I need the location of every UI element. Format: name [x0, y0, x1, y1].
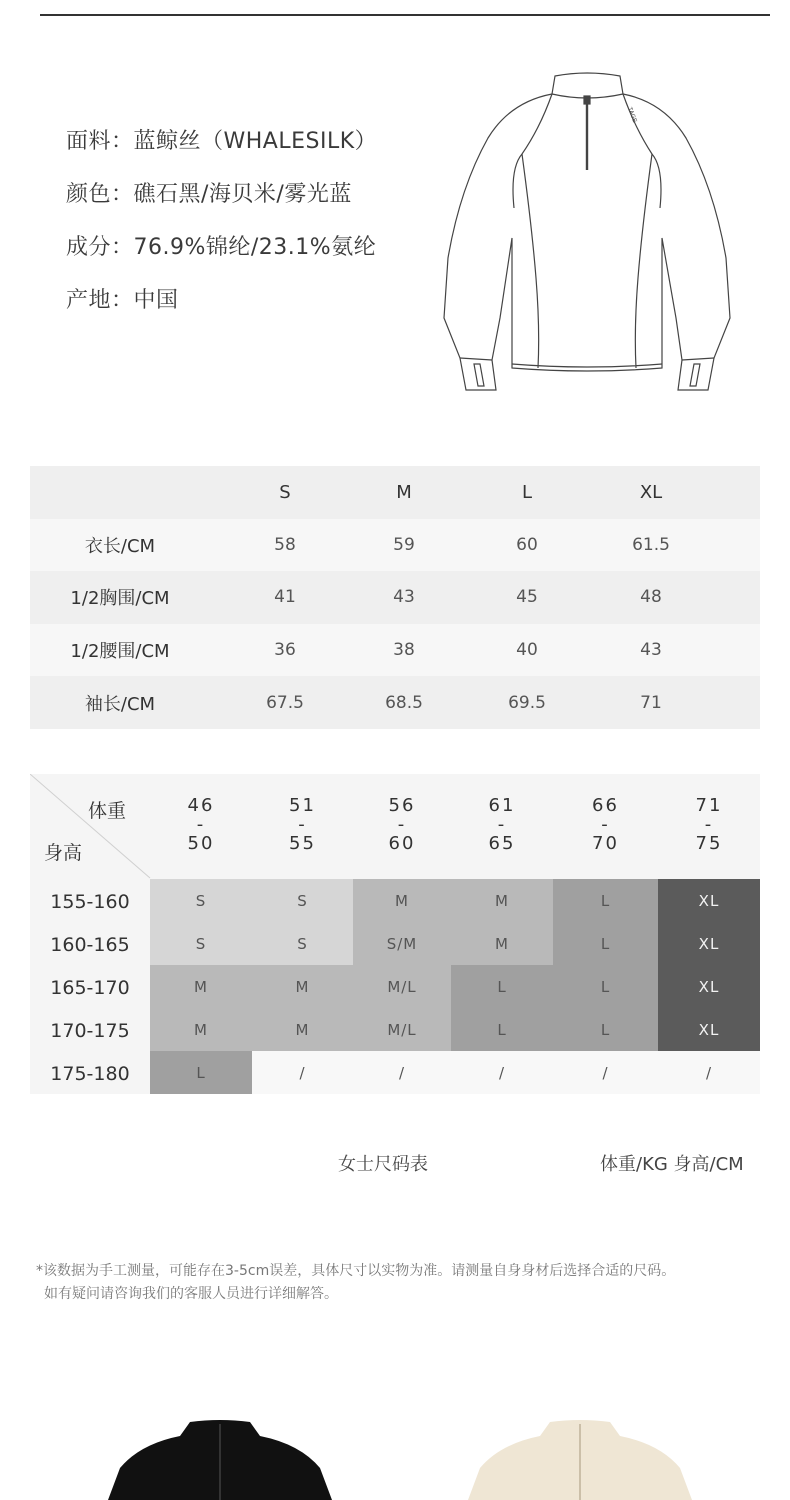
weight-range-part: - — [497, 814, 507, 835]
weight-range-part: - — [196, 814, 206, 835]
spec-fabric: 面料：蓝鲸丝（WHALESILK） — [66, 129, 378, 154]
size-recommendation-cell: XL — [658, 879, 760, 922]
height-range-label: 155-160 — [50, 891, 130, 913]
size-header-xl: XL — [639, 481, 663, 503]
size-recommendation-cell: / — [252, 1051, 353, 1094]
weight-range-header — [472, 796, 532, 853]
size-measurement-table — [30, 466, 760, 729]
weight-range-part: 61 — [488, 795, 516, 816]
table-cell: 71 — [640, 692, 662, 713]
row-label: 衣长/CM — [84, 535, 156, 557]
beige-shirt-image — [460, 1418, 700, 1500]
weight-range-header — [171, 796, 231, 853]
size-recommendation-cell: M/L — [353, 1008, 451, 1051]
table-cell: 60 — [516, 534, 538, 555]
size-recommendation-cell: XL — [658, 1008, 760, 1051]
table-cell: 43 — [640, 640, 662, 661]
weight-range-part: 55 — [289, 833, 316, 854]
table-cell: 68.5 — [385, 692, 423, 713]
size-recommendation-cell: M — [353, 879, 451, 922]
table-row — [30, 571, 760, 624]
weight-range-part: 46 — [187, 795, 215, 816]
garment-sketch-image — [440, 68, 735, 398]
size-recommendation-cell: S — [252, 922, 353, 965]
table-cell: 38 — [393, 640, 415, 661]
chart-title: 女士尺码表 — [338, 1154, 428, 1175]
weight-range-part: 56 — [388, 795, 416, 816]
size-recommendation-cell: / — [658, 1051, 760, 1094]
size-recommendation-cell: M/L — [353, 965, 451, 1008]
size-recommendation-cell: L — [553, 922, 658, 965]
size-recommendation-cell: L — [553, 1008, 658, 1051]
weight-range-part: 70 — [592, 833, 619, 854]
size-recommendation-cell: M — [252, 965, 353, 1008]
size-recommendation-cell: / — [553, 1051, 658, 1094]
garment-logo: TAGE — [626, 106, 638, 124]
size-recommendation-cell: M — [150, 965, 252, 1008]
height-range-label: 160-165 — [50, 934, 130, 956]
size-recommendation-cell: L — [553, 879, 658, 922]
weight-axis-label: 体重 — [88, 800, 127, 822]
size-recommendation-cell: M — [451, 879, 553, 922]
weight-range-part: 50 — [187, 833, 215, 854]
size-recommendation-cell: M — [150, 1008, 252, 1051]
weight-range-part: 66 — [592, 795, 619, 816]
weight-range-part: 60 — [388, 833, 416, 854]
disclaimer-line-1: *该数据为手工测量，可能存在3-5cm误差，具体尺寸以实物为准。请测量自身身材后选择合适的尺码。 — [36, 1263, 676, 1279]
row-label: 1/2腰围/CM — [70, 641, 170, 663]
height-range-label: 170-175 — [50, 1020, 130, 1042]
weight-range-header — [273, 796, 333, 853]
size-recommendation-cell: M — [252, 1008, 353, 1051]
table-cell: 61.5 — [632, 534, 670, 555]
spec-origin: 产地：中国 — [66, 288, 179, 313]
size-recommendation-cell: L — [150, 1051, 252, 1094]
spec-color: 颜色：礁石黑/海贝米/雾光蓝 — [66, 182, 352, 207]
disclaimer-line-2: 如有疑问请咨询我们的客服人员进行详细解答。 — [44, 1286, 338, 1302]
size-header-s: S — [279, 481, 291, 503]
table-row — [30, 624, 760, 677]
size-header-m: M — [396, 481, 412, 503]
size-recommendation-cell: XL — [658, 965, 760, 1008]
size-recommendation-cell: / — [353, 1051, 451, 1094]
size-recommendation-cell: XL — [658, 922, 760, 965]
table-cell: 67.5 — [266, 692, 304, 713]
weight-range-part: 65 — [488, 833, 516, 854]
weight-range-header — [372, 796, 432, 853]
height-range-label: 165-170 — [50, 977, 130, 999]
table-cell: 45 — [516, 587, 538, 608]
height-axis-label: 身高 — [44, 842, 83, 864]
row-label: 1/2胸围/CM — [70, 588, 170, 610]
weight-range-part: 51 — [289, 795, 316, 816]
height-range-label: 175-180 — [50, 1063, 130, 1085]
black-shirt-image — [100, 1418, 340, 1500]
weight-range-part: 75 — [695, 833, 723, 854]
table-cell: 41 — [274, 587, 296, 608]
table-cell: 69.5 — [508, 692, 546, 713]
top-divider — [40, 14, 770, 16]
table-cell: 43 — [393, 587, 415, 608]
size-table-header — [30, 466, 760, 519]
size-recommendation-cell: L — [553, 965, 658, 1008]
table-cell: 58 — [274, 534, 296, 555]
spec-composition: 成分：76.9%锦纶/23.1%氨纶 — [66, 235, 377, 260]
table-row — [30, 519, 760, 572]
size-recommendation-cell: S/M — [353, 922, 451, 965]
table-cell: 40 — [516, 640, 538, 661]
size-recommendation-cell: S — [150, 922, 252, 965]
table-cell: 36 — [274, 640, 296, 661]
table-cell: 59 — [393, 534, 415, 555]
weight-range-header — [576, 796, 636, 853]
weight-range-part: - — [298, 814, 307, 835]
size-recommendation-cell: S — [252, 879, 353, 922]
weight-height-size-grid — [30, 774, 760, 1094]
weight-range-header — [679, 796, 739, 853]
weight-range-part: 71 — [695, 795, 723, 816]
weight-range-part: - — [704, 814, 714, 835]
size-recommendation-cell: M — [451, 922, 553, 965]
size-header-l: L — [521, 481, 533, 503]
table-cell: 48 — [640, 587, 662, 608]
row-label: 袖长/CM — [84, 693, 156, 715]
weight-range-part: - — [397, 814, 407, 835]
size-recommendation-cell: L — [451, 965, 553, 1008]
table-row — [30, 676, 760, 729]
size-recommendation-cell: L — [451, 1008, 553, 1051]
units-caption: 体重/KG 身高/CM — [600, 1154, 744, 1175]
size-recommendation-cell: / — [451, 1051, 553, 1094]
weight-range-part: - — [601, 814, 610, 835]
size-recommendation-cell: S — [150, 879, 252, 922]
